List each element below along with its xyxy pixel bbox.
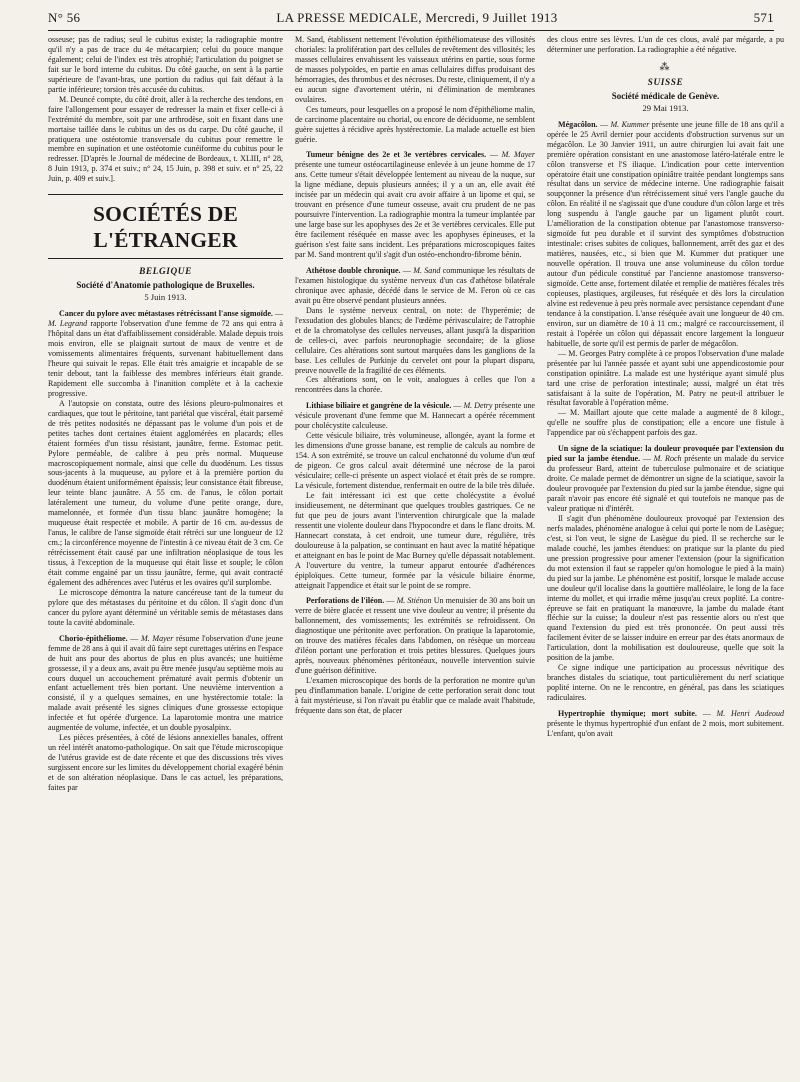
case-author: M. Stiénon	[396, 596, 432, 606]
column-3	[547, 35, 784, 1075]
case-author: M. Kummer	[610, 119, 650, 129]
case-title: Cancer du pylore avec métastases rétrécissant l'anse sigmoïde.	[59, 309, 273, 319]
case-text: résume l'observation d'une jeune femme de 28 ans à qui il avait dû faire sept curettages utérins en l'espace de huit ans pour des abortus de plus en plus avancés; une huitième grossesse, il y a deux ans, avait pu être menée jusqu'au septième mois au cours duquel un accouchement prématuré avait permis d'obtenir un enfant actuellement très bien portant. Une neuvième intervention a consisté, il y a quelques semaines, en une hystérectomie totale: la malade avait présenté les signes cliniques d'une grossesse ectopique infectée et fut opérée d'urgence. La laparotomie montra une matrice augmentée de volume, infectée, et un double pyosalpinx.	[48, 633, 283, 733]
case-paragraph: Hypertrophie thymique; mort subite. — M. Henri Audeoud présente le thymus hypertrophié d'un enfant de 2 mois, mort subitement. L'enfant, qu'on avait	[547, 709, 784, 738]
issue-number: N° 56	[48, 10, 81, 25]
journal-title: LA PRESSE MEDICALE, Mercredi, 9 Juillet 1913	[276, 10, 558, 25]
case-paragraph: Cancer du pylore avec métastases rétrécissant l'anse sigmoïde. — M. Legrand rapporte l'observation d'une femme de 72 ans qui entra à l'hôpital dans un état d'affaiblissement considérable. Malade depuis trois mois environ, elle se plaignait surtout de maux de ventre et de vomissements alimentaires fréquents, survenant habituellement dans l'heure qui suivait le repas. Elle était très amaigrie et incapable de se tenir debout, tant la faiblesse des membres inférieurs était grande. Rapidement elle succomba à l'inanition complète et à la cachexie progressive.	[48, 309, 283, 398]
case-author: M. Mayer	[141, 633, 174, 643]
case-title: Chorio-épithéliome.	[59, 633, 128, 643]
society-name: Société d'Anatomie pathologique de Bruxelles.	[76, 280, 255, 291]
paragraph: Ces tumeurs, pour lesquelles on a proposé le nom d'épithéliome malin, de carcinome placentaire ou chorial, ou encore de déciduome, ne semblent guère sujettes à récidive après hystérectomie. La malade actuelle est bien guérie.	[295, 104, 535, 144]
case-paragraph: Un signe de la sciatique: la douleur provoquée par l'extension du pied sur la jambe étendue. — M. Roch présente un malade du service du professeur Bard, atteint de tuberculose pulmonaire et de sciatique droite. Ce malade permet de démontrer un signe de la sciatique, savoir la douleur provoquée par l'extension du pied sur la jambe étendue, signe qui paraît n'avoir pas encore été signalé et qui toutefois ne manque pas de valeur pratique ni d'intérêt.	[547, 444, 784, 513]
case-author: M. Detry	[463, 401, 493, 411]
case-author: M. Roch	[653, 454, 682, 464]
asterism-divider: ⁂	[659, 61, 672, 73]
paragraph: Dans le système nerveux central, on note: de l'hyperémie; de l'exsudation des globules blancs; de l'œdème périvasculaire; de l'atrophie et de la chromatolyse des cellules nerveuses, allant jusqu'à la disparition de celles-ci, avec parfois neuronophagie secondaire; de la gliose cellulaire. Ces altérations sont surtout marquées dans les ganglions de la base. Les cellules de Purkinje du cervelet ont pour la plupart disparu, preuve nouvelle de la fragilité de ces éléments.	[295, 305, 535, 375]
case-text: présente une tumeur ostéocartilagineuse enlevée à un jeune homme de 17 ans. Cette tumeur s'était développée lentement au niveau de la nuque, sur la ligne médiane, depuis plusieurs années; il y a un an, elle avait été incisée par un médecin qui avait cru avoir affaire à un lipome et qui, se trouvant en présence d'une tumeur osseuse, avait cru prudent de ne pas poursuivre l'intervention. La radiographie montra la tumeur implantée par une large base sur les apophyses des 2e et 3e vertèbres cervicales. Elle put être facilement réséquée en masse avec les apophyses épineuses, et la guérison s'est faite sans incident. Les préparations microscopiques faites par M. Sand montrent qu'il s'agit d'un ostéo-enchondro-fibrome bénin.	[295, 160, 535, 260]
case-text: présente une vésicule provenant d'une femme que M. Hannecart a opérée récemment pour cholécystite calculeuse.	[295, 401, 535, 431]
case-title: Lithiase biliaire et gangrène de la vésicule.	[306, 401, 452, 411]
session-date: 29 Mai 1913.	[642, 102, 689, 113]
case-title: Mégacôlon.	[558, 119, 598, 129]
case-author: M. Legrand	[48, 319, 88, 329]
case-paragraph: Perforations de l'iléon. — M. Stiénon Un menuisier de 30 ans boit un verre de bière glacée et ressent une vive douleur au ventre; il présente du ballonnement, des vomissements; les extrémités se refroidissent. On diagnostique une péritonite avec perforation. On pratique la laparotomie, on trouve des matières fécales dans l'abdomen, on résèque un morceau d'iléon portant une perforation et trois petites blessures. Quelques jours après, nouveaux phénomènes péritonéaux, nouvelle intervention suivie d'une guérison définitive.	[295, 596, 535, 676]
paragraph: Le microscope démontra la nature cancéreuse tant de la tumeur du pylore que des métastases du péritoine et du côlon. Il s'agit donc d'un cancer du pylore ayant déterminé un véritable semis de métastases dans toute la cavité abdominale.	[48, 587, 283, 627]
paragraph: Les pièces présentées, à côté de lésions annexielles banales, offrent un réel intérêt anatomo-pathologique. On sait que l'étude microscopique de l'utérus gravide est de date récente et que des discussions très vives surgissent encore sur les limites du développement chorial exagéré bénin et de son altération néoplasique. Dans le cas actuel, les préparations, faites par	[48, 733, 283, 792]
case-paragraph: Chorio-épithéliome. — M. Mayer résume l'observation d'une jeune femme de 28 ans à qui il avait dû faire sept curettages utérins en l'espace de huit ans pour des abortus de plus en plus avancés; une huitième grossesse, il y a deux ans, avait pu être menée jusqu'au septième mois au cours duquel un accouchement prématuré avait permis d'obtenir un enfant actuellement très bien portant. Une neuvième intervention a consisté, il y a quelques semaines, en une hystérectomie totale: la malade avait présenté les signes cliniques d'une grossesse ectopique infectée et fut opérée d'urgence. La laparotomie montra une matrice augmentée de volume, infectée, et un double pyosalpinx.	[48, 633, 283, 733]
paragraph: A l'autopsie on constata, outre des lésions pleuro-pulmonaires et cardiaques, que tout le péritoine, tant pariétal que viscéral, était parsemé de très petites nodosités ne dépassant pas le volume d'un pois et de petites taches dont certaines étaient agglomérées en placards; elles étaient formées d'un tissu résistant, jaunâtre, ferme. Estomac petit. Pylore perméable, de calibre à peu près normal. Muqueuse macroscopiquement normale, ainsi que celle du duodénum. Les tissus sous-jacents à la muqueuse, au pylore et à la première portion du duodénum étaient uniformément épaissis; leur consistance était fibreuse, leur teinte blanc jaunâtre. A 55 cm. de l'anus, le côlon portait latéralement une tumeur, du volume d'une petite orange, dure, mamelonnée, et formée d'un tissu blanc jaunâtre homogène; la muqueuse était respectée et mobile. A partir de 16 cm. au-dessus de l'anus, le calibre de l'anse sigmoïde était rétréci sur une longueur de 12 cm.; la circonférence moyenne de l'intestin à ce niveau était de 3 cm. Ce rétrécissement était causé par une infiltration néoplasique de tous les tissus, à l'exception de la muqueuse qui était lisse et souple; le côlon était comme engainé par un tissu jaunâtre, ferme, qui avait contracté également des adhérences avec l'utérus et les ovaires qu'il surplombe.	[48, 398, 283, 587]
paragraph: osseuse; pas de radius; seul le cubitus existe; la radiographie montre qu'il n'y a pas de trace du 4e métacarpien; celui du pouce manque également; celui de l'index est très atrophié; l'articulation du poignet se fait sur le bord interne du cubitus. Du côté gauche, on sent à la partie supérieure de l'avant-bras, une portion du radius qui fait défaut à la partie inférieure; torsion très accusée du cubitus.	[48, 35, 283, 94]
case-author: M. Mayer	[501, 150, 535, 160]
case-paragraph: Athétose double chronique. — M. Sand communique les résultats de l'examen histologique du système nerveux d'un cas d'athétose bilatérale chronique avec aphasie, décédé dans le service de M. Feron où ce cas avait pu être observé pendant plusieurs années.	[295, 265, 535, 305]
paragraph: Le fait intéressant ici est que cette cholécystite a évolué insidieusement, ne déterminant que quelques troubles gastriques. Ce ne fut que peu de jours avant l'intervention chirurgicale que la malade ressentit une violente douleur dans l'hypocondre et dans le flanc droits. M. Hannecart constata, à cet endroit, une tumeur dure, régulière, très douloureuse à la palpation, se continuant en haut avec la matité hépatique et atteignant en bas le point de Mac Burney qu'elle dépassait notablement. A l'ouverture du ventre, la tumeur apparut entourée d'adhérences épiploïques. Cette tumeur, formée par la vésicule biliaire énorme, atteignait l'appendice et était sur le point de se rompre.	[295, 490, 535, 590]
case-author: M. Sand	[413, 265, 441, 275]
article-columns	[48, 35, 784, 1075]
paragraph: M. Sand, établissent nettement l'évolution épithéliomateuse des villosités choriales: la prolifération part des cellules de revêtement des villosités; les masses cellulaires envahissent les vaisseaux utérins en partie, sous forme de masses polypoïdes, en partie en amas cellulaires diffus produisant des hémorragies, des thrombus et des nécroses. Du reste, cliniquement, il n'y a eu aucun signe d'avortement utérin, ni d'élimination de membranes ovulaires.	[295, 35, 535, 104]
section-heading: SOCIÉTÉS DE L'ÉTRANGER	[48, 194, 283, 259]
page-number: 571	[753, 10, 774, 25]
case-title: Tumeur bénigne des 2e et 3e vertèbres cervicales.	[306, 150, 487, 160]
paragraph: Ce signe indique une participation au processus névritique des branches distales du sciatique, tout particulièrement du nerf sciatique poplité interne. On ne le rencontre, en général, pas dans les sciatiques radiculaires.	[547, 663, 784, 703]
society-name: Société médicale de Genève.	[611, 90, 720, 101]
column-1	[48, 35, 283, 1075]
paragraph: M. Deuncé compte, du côté droit, aller à la recherche des tendons, en faire l'allongement pour essayer de redresser la main et fixer celle-ci à l'extrémité du membre, soit par une arthrodèse, soit en fixant dans une mortaise taillée dans le cubitus un des os du carpe. Du côté gauche, il pratiquera une ostéotomie transversale du cubitus pour remettre le membre en supination et une ostéotomie cunéiforme du cubitus pour le redresser. [D'après le Journal de médecine de Bordeaux, t. XLIII, n° 28, 8 Juin 1913, p. 374 et suiv.; n° 24, 15 Juin, p. 398 et suiv. et n° 25, 22 Juin, p. 409 et suiv.].	[48, 94, 283, 184]
case-text: Un menuisier de 30 ans boit un verre de bière glacée et ressent une vive douleur au ventre; il présente du ballonnement, des vomissements; les extrémités se refroidissent. On diagnostique une péritonite avec perforation. On pratique la laparotomie, on trouve des matières fécales dans l'abdomen, on résèque un morceau d'iléon portant une perforation et trois petites blessures. Quelques jours après, nouveaux phénomènes péritonéaux, nouvelle intervention suivie d'une guérison définitive.	[295, 596, 535, 676]
case-title: Perforations de l'iléon.	[306, 596, 385, 606]
case-text: rapporte l'observation d'une femme de 72 ans qui entra à l'hôpital dans un état d'affaiblissement considérable. Malade depuis trois mois environ, elle se plaignait surtout de maux de ventre et de vomissements alimentaires fréquents, survenant habituellement dans l'heure qui suivait le repas. Elle était très amaigrie et incapable de se tenir debout, tant la faiblesse des membres inférieurs était grande. Rapidement elle succomba à l'inanition complète et à la cachexie progressive.	[48, 319, 283, 398]
page-header	[48, 10, 774, 31]
paragraph: Cette vésicule biliaire, très volumineuse, allongée, ayant la forme et les dimensions d'une grosse banane, est remplie de calculs au nombre de 154. A son extrémité, se trouve un calcul enchatonné du volume d'un œuf de pigeon. Ce gros calcul avait déterminé une nécrose de la paroi vésiculaire; celle-ci présente un aspect violacé et était près de se rompre. La vésicule, fortement distendue, renfermait en outre de la bile très diluée.	[295, 431, 535, 490]
case-text: présente un malade du service du professeur Bard, atteint de tuberculose pulmonaire et de sciatique droite. Ce malade permet de démontrer un signe de la sciatique, savoir la douleur provoquée par l'extension du pied sur la jambe étendue, signe qui paraît n'avoir pas encore été signalé et qui toutefois ne manque pas de valeur pratique ni d'intérêt.	[547, 454, 784, 513]
case-paragraph: Lithiase biliaire et gangrène de la vésicule. — M. Detry présente une vésicule provenant d'une femme que M. Hannecart a opérée récemment pour cholécystite calculeuse.	[295, 401, 535, 431]
paragraph: — M. Maillart ajoute que cette malade a augmenté de 8 kilogr., qu'elle ne souffre plus de constipation; elle a encore une fistule à l'appendice par où s'échappent parfois des gaz.	[547, 408, 784, 438]
paragraph: des clous entre ses lèvres. L'un de ces clous, avalé par mégarde, a pu déterminer une perforation. La radiographie a été négative.	[547, 35, 784, 54]
case-title: Hypertrophie thymique; mort subite.	[558, 709, 697, 719]
case-author: M. Henri Audeoud	[716, 709, 784, 719]
case-paragraph: Tumeur bénigne des 2e et 3e vertèbres cervicales. — M. Mayer présente une tumeur ostéocartilagineuse enlevée à un jeune homme de 17 ans. Cette tumeur s'était développée lentement au niveau de la nuque, sur la ligne médiane, depuis plusieurs années; il y a un an, elle avait été incisée par un médecin qui avait cru avoir affaire à un lipome et qui, se trouvant en présence d'une tumeur osseuse, avait cru prudent de ne pas poursuivre l'intervention. La radiographie montra la tumeur implantée par une large base sur les apophyses des 2e et 3e vertèbres cervicales. Elle put être facilement réséquée en masse avec les apophyses épineuses, et la guérison s'est faite sans incident. Les préparations microscopiques faites par M. Sand montrent qu'il s'agit d'un ostéo-enchondro-fibrome bénin.	[295, 150, 535, 260]
case-text: présente le thymus hypertrophié d'un enfant de 2 mois, mort subitement. L'enfant, qu'on avait	[547, 719, 784, 738]
paragraph: Ces altérations sont, on le voit, analogues à celles que l'on a rencontrées dans la chorée.	[295, 375, 535, 395]
country-heading: BELGIQUE	[139, 267, 192, 278]
case-paragraph: Mégacôlon. — M. Kummer présente une jeune fille de 18 ans qu'il a opérée le 25 Avril dernier pour accidents d'obstruction survenus sur un mégacôlon. Le 30 Janvier 1911, un autre chirurgien lui avait fait une première opération consistant en une anastomose latéro-latérale entre le côlon transverse et l'S iliaque. L'indication pour cette intervention opératoire était une constipation opiniâtre traitée pendant longtemps sans résultat dans un service de médecine interne. Une radiographie faisait soupçonner la présence d'un rétrécissement situé vers l'angle gauche du côlon. En réalité il ne s'agissait que d'une coudure d'un côlon large et très long suspendu à l'angle gauche par un ligament plutôt court. L'amélioration de la constipation obtenue par l'anastomose transverso-sigmoïde fut peu durable et il survint des symptômes d'obstruction intestinale: crises subites de coliques, ballonnement, arrêt des gaz et des matières, nausées, etc., si bien que M. Kummer dut pratiquer une nouvelle opération. Il trouva une anse volumineuse du côlon tordue autour d'un pédicule constitué par l'ancienne anastomose transverso-sigmoïde. Cette anse, fortement dilatée et remplie de matières fécales très copieuses, plastiques, argileuses, fut réséquée et dès lors la circulation alvine est redevenue à peu près normale avec persistance cependant d'une tendance à la constipation. L'anse réséquée avait une longueur de 40 cm. environ, sur un diamètre de 10 à 11 cm.; malgré ce raccourcissement, il restait à l'opérée un côlon qui dépassait encore largement la longueur habituelle, de sorte qu'il est permis de parler de mégacôlon.	[547, 119, 784, 348]
paragraph: — M. Georges Patry complète à ce propos l'observation d'une malade présentée par lui l'année passée et ayant subi une appendicostomie pour constipation opiniâtre. La malade est une hystérique ayant simulé plus tard une crise de perforation intestinale; aussi, malgré un état très satisfaisant à la suite de l'opération, M. Patry ne peut-il attribuer le résultat favorable à l'opération même.	[547, 348, 784, 408]
column-2	[295, 35, 535, 1075]
paragraph: L'examen microscopique des bords de la perforation ne montre qu'un peu d'inflammation banale. L'origine de cette perforation serait donc tout à fait mystérieuse, si l'on n'avait pu établir que ce malade avait l'habitude, fréquente dans son état, de placer	[295, 676, 535, 715]
case-title: Athétose double chronique.	[306, 265, 401, 275]
paragraph: Il s'agit d'un phénomène douloureux provoqué par l'extension des nerfs malades, phénomène analogue à celui qui porte le nom de Lasègue; c'est, si l'on veut, le signe de Lasègue du pied. Il se recherche sur le malade couché, les jambes étendues: on pratique sur la plante du pied une pression progressive pour amener l'extension (pour la signification du mot extension il faut se rappeler qu'on homologue le pied à la main) du pied sur la jambe. Le phénomène est positif, lorsque le malade accuse une douleur qu'il localise dans la gouttière malléolaire, le long de la face interne du mollet, et qui irradie même jusqu'au creux poplité. La contre-épreuve se fait en pratiquant la manœuvre, la jambe du malade étant fléchie sur la cuisse; la douleur n'est pas ressentie alors ou n'est que quand l'extension du pied est très prononcée. On peut aussi très facilement éviter de se laisser induire en erreur par des états anormaux de l'articulation, dont la mobilisation est douloureuse, quelle que soit la position de la jambe.	[547, 513, 784, 663]
country-heading: SUISSE	[647, 77, 684, 88]
session-date: 5 Juin 1913.	[144, 292, 187, 303]
case-title: Un signe de la sciatique: la douleur provoquée par l'extension du pied sur la jambe étendue.	[547, 444, 784, 464]
case-text: présente une jeune fille de 18 ans qu'il a opérée le 25 Avril dernier pour accidents d'obstruction survenus sur un mégacôlon. Le 30 Janvier 1911, un autre chirurgien lui avait fait une première opération consistant en une anastomose latéro-latérale entre le côlon transverse et l'S iliaque. L'indication pour cette intervention opératoire était une constipation opiniâtre traitée pendant longtemps sans résultat dans un service de médecine interne. Une radiographie faisait soupçonner la présence d'un rétrécissement situé vers l'angle gauche du côlon. En réalité il ne s'agissait que d'une coudure d'un côlon large et très long suspendu à l'angle gauche par un ligament plutôt court. L'amélioration de la constipation obtenue par l'anastomose transverso-sigmoïde fut peu durable et il survint des symptômes d'obstruction intestinale: crises subites de coliques, ballonnement, arrêt des gaz et des matières, nausées, etc., si bien que M. Kummer dut pratiquer une nouvelle opération. Il trouva une anse volumineuse du côlon tordue autour d'un pédicule constitué par l'ancienne anastomose transverso-sigmoïde. Cette anse, fortement dilatée et remplie de matières fécales très copieuses, plastiques, argileuses, fut réséquée et dès lors la circulation alvine est redevenue à peu près normale avec persistance cependant d'une tendance à la constipation. L'anse réséquée avait une longueur de 40 cm. environ, sur un diamètre de 10 à 11 cm.; malgré ce raccourcissement, il restait à l'opérée un côlon qui dépassait encore largement la longueur habituelle, de sorte qu'il est permis de parler de mégacôlon.	[547, 119, 784, 348]
case-text: communique les résultats de l'examen histologique du système nerveux d'un cas d'athétose bilatérale chronique avec aphasie, décédé dans le service de M. Feron où ce cas avait pu être observé pendant plusieurs années.	[295, 265, 535, 305]
